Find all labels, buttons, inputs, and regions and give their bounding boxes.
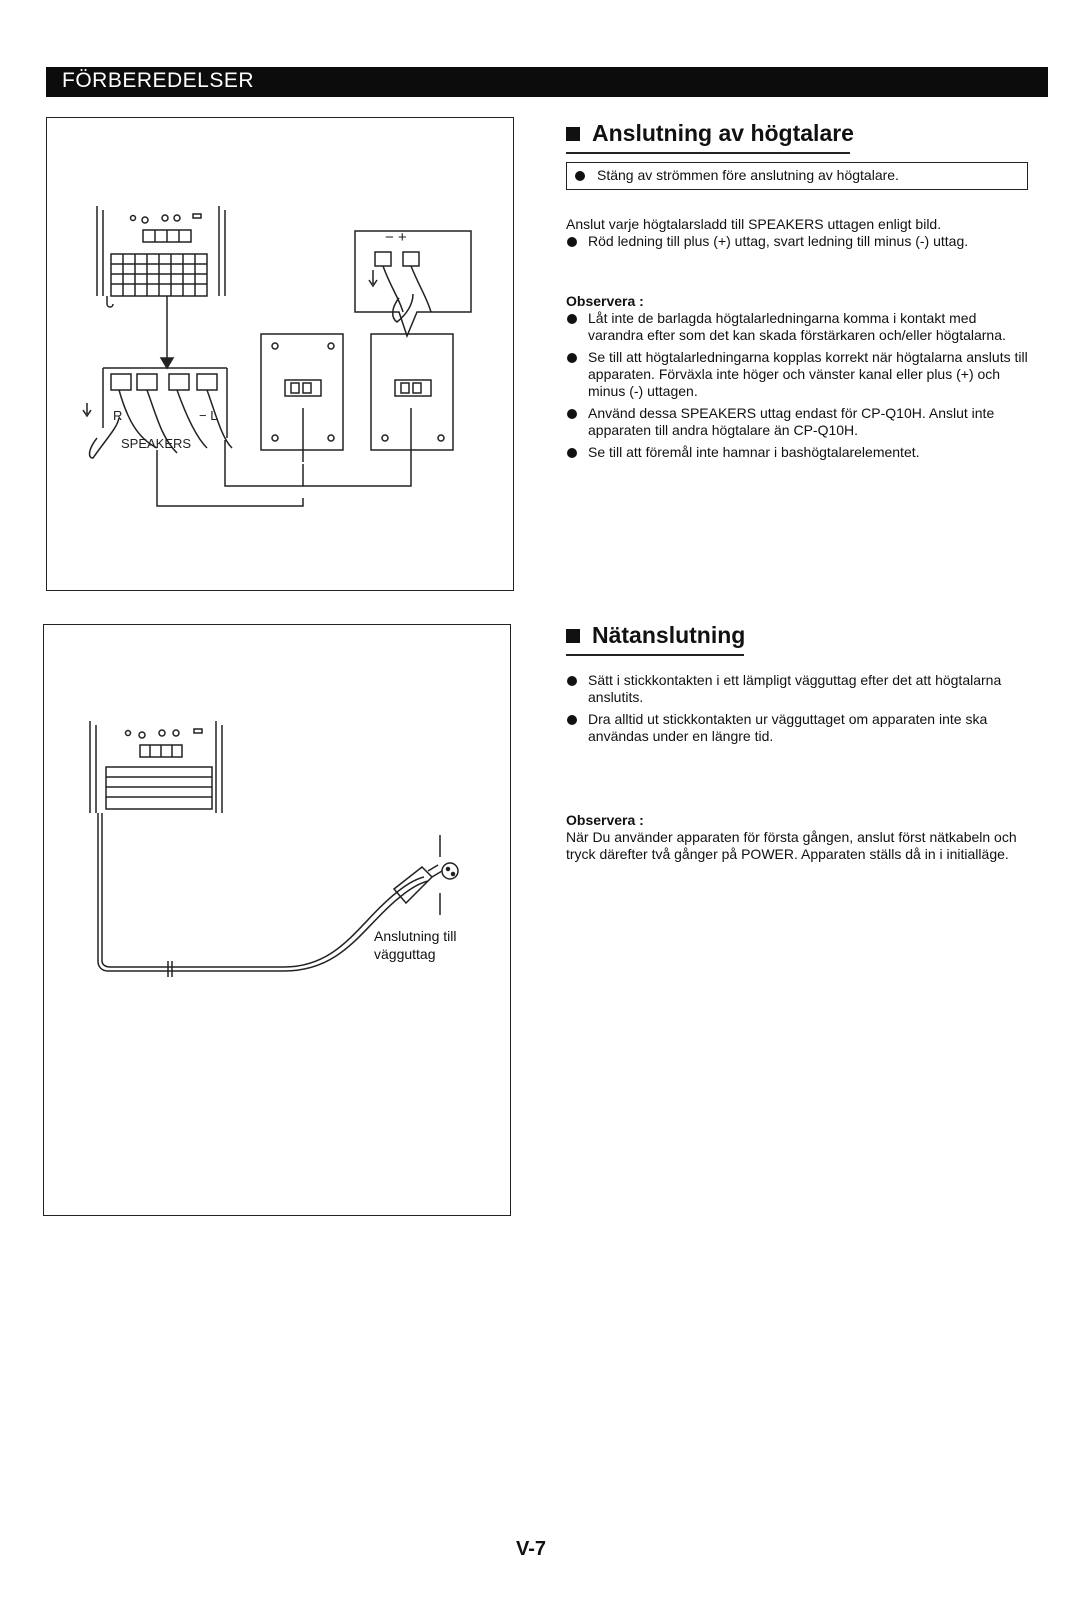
observe-item: Se till att föremål inte hamnar i bashögtalarelementet. bbox=[566, 444, 1028, 461]
heading-square-icon bbox=[566, 127, 580, 141]
page-number: V-7 bbox=[516, 1538, 547, 1560]
power-connection-title: Nätanslutning bbox=[592, 622, 746, 648]
bullet-icon bbox=[575, 171, 585, 181]
speakers-terminal-label: SPEAKERS bbox=[121, 436, 192, 451]
power-instruction-item: Dra alltid ut stickkontakten ur vägguttaget om apparaten inte ska användas under en längre tid. bbox=[566, 711, 1028, 745]
polarity-instruction: Röd ledning till plus (+) uttag, svart ledning till minus (-) uttag. bbox=[566, 233, 1028, 250]
observe-title: Observera : bbox=[566, 293, 644, 309]
speaker-observe-block bbox=[566, 293, 1028, 466]
wall-socket-caption-line2: vägguttag bbox=[374, 946, 436, 962]
speaker-connection-figure bbox=[46, 117, 514, 591]
power-instruction-list bbox=[566, 672, 1028, 745]
power-off-warning-text: Stäng av strömmen före anslutning av högtalare. bbox=[597, 167, 899, 183]
observe-item: Se till att högtalarledningarna kopplas korrekt när högtalarna ansluts till apparaten. Förväxla inte höger och vänster kanal eller plus (+) och minus (-) uttagen. bbox=[566, 349, 1028, 400]
section-header-bar bbox=[46, 67, 1048, 97]
observe-title: Observera : bbox=[566, 812, 644, 828]
speaker-intro-text: Anslut varje högtalarsladd till SPEAKERS uttagen enligt bild. bbox=[566, 216, 942, 232]
power-instructions bbox=[566, 672, 1028, 750]
speaker-connection-heading bbox=[566, 120, 854, 147]
observe-list bbox=[566, 310, 1028, 461]
speaker-connection-title: Anslutning av högtalare bbox=[592, 120, 854, 146]
section-header-title: FÖRBEREDELSER bbox=[62, 69, 255, 92]
wall-socket-caption bbox=[374, 927, 457, 963]
power-connection-figure bbox=[43, 624, 511, 1216]
speaker-connection-illustration bbox=[47, 118, 513, 590]
speaker-intro bbox=[566, 216, 1028, 255]
terminal-polarity-label: − + bbox=[385, 229, 407, 246]
left-channel-label: − L bbox=[199, 408, 218, 423]
power-connection-illustration bbox=[44, 625, 510, 1215]
heading-underline bbox=[566, 654, 744, 656]
power-observe-block bbox=[566, 812, 1028, 863]
power-off-warning-box bbox=[566, 162, 1028, 190]
observe-item: Låt inte de barlagda högtalarledningarna komma i kontakt med varandra efter som det kan skada förstärkaren och/eller högtalarna. bbox=[566, 310, 1028, 344]
observe-item: Använd dessa SPEAKERS uttag endast för CP-Q10H. Anslut inte apparaten till andra högtalare än CP-Q10H. bbox=[566, 405, 1028, 439]
heading-square-icon bbox=[566, 629, 580, 643]
power-instruction-item: Sätt i stickkontakten i ett lämpligt vägguttag efter det att högtalarna anslutits. bbox=[566, 672, 1028, 706]
wall-socket-caption-line1: Anslutning till bbox=[374, 928, 457, 944]
power-observe-text: När Du använder apparaten för första gången, anslut först nätkabeln och tryck därefter två gånger på POWER. Apparaten ställs då in i initialläge. bbox=[566, 829, 1017, 862]
heading-underline bbox=[566, 152, 850, 154]
right-channel-label: R bbox=[113, 408, 123, 423]
speaker-intro-list bbox=[566, 233, 1028, 250]
power-connection-heading bbox=[566, 622, 745, 649]
